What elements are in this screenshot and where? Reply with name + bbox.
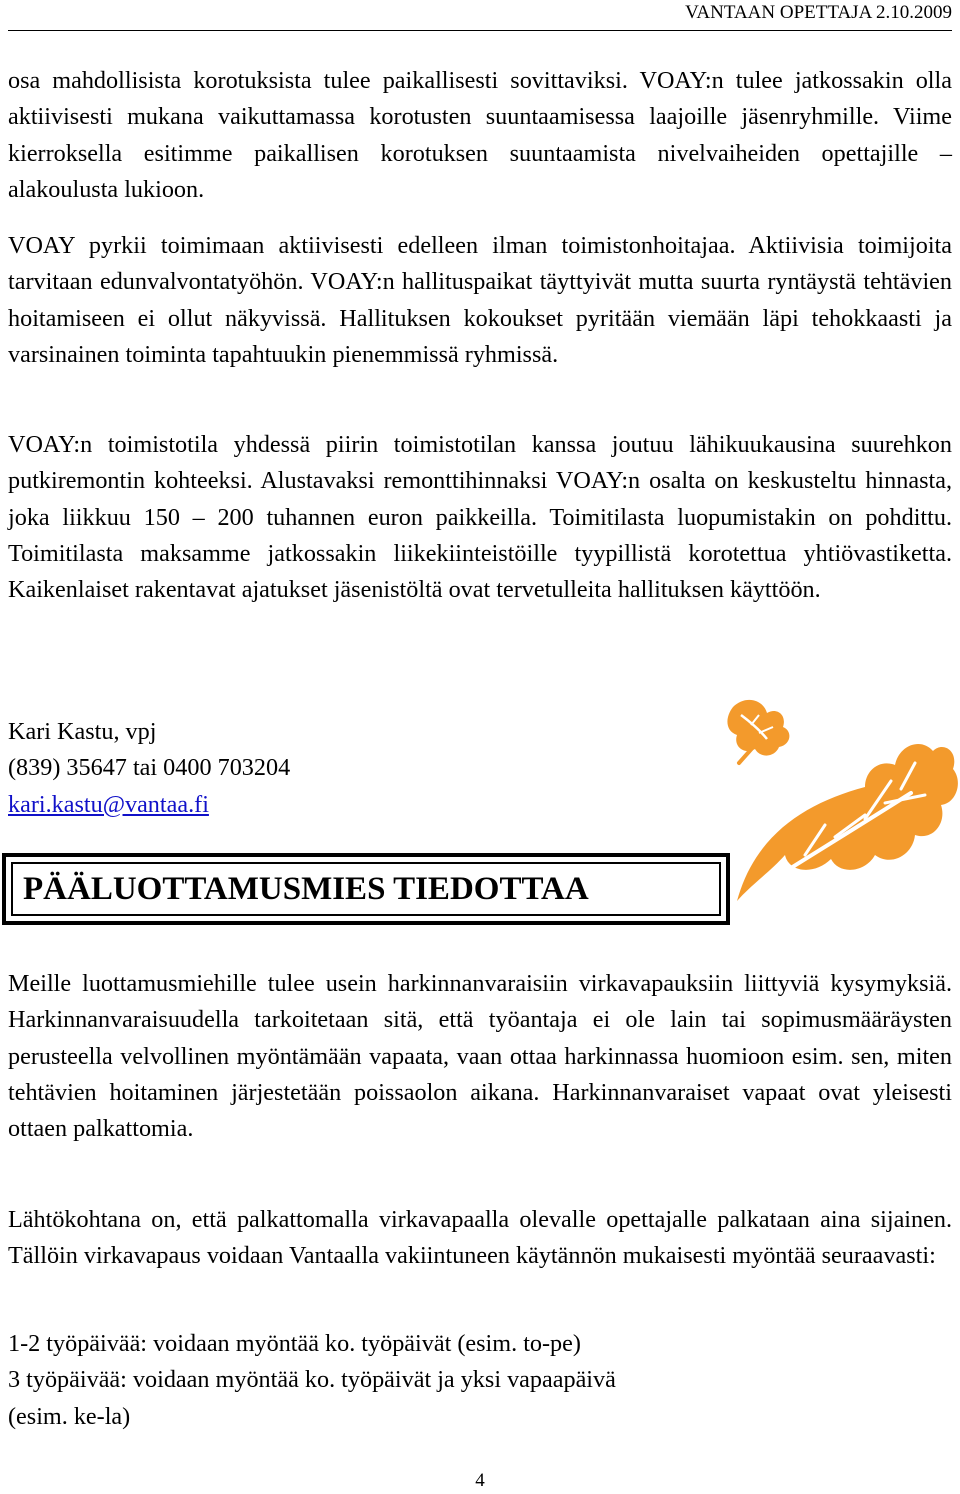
small-leaf-icon	[727, 700, 789, 763]
signature-block	[8, 714, 290, 823]
section-banner	[2, 853, 730, 925]
paragraph-board: VOAY pyrkii toimimaan aktiivisesti edelleen ilman toimistonhoitajaa. Aktiivisia toimijoita tarvitaan edunvalvontatyöhön. VOAY:n hallituspaikat täyttyivät mutta suurta ryntäystä tehtävien hoitamiseen ei ollut näkyvissä. Hallituksen kokoukset pyritään viemään läpi tehokkaasti ja varsinainen toiminta tapahtuukin pienemmissä ryhmissä.	[8, 232, 952, 368]
rule-1-2-days: 1-2 työpäivää: voidaan myöntää ko. työpäivät (esim. to-pe)	[8, 1330, 581, 1357]
banner-title: PÄÄLUOTTAMUSMIES TIEDOTTAA	[11, 862, 721, 916]
rule-3-days-example: (esim. ke-la)	[8, 1402, 131, 1430]
page-number: 4	[475, 1470, 485, 1491]
issue-title: VANTAAN OPETTAJA 2.10.2009	[685, 2, 952, 23]
autumn-leaf-illustration	[715, 685, 960, 915]
email-link[interactable]: kari.kastu@vantaa.fi	[8, 790, 209, 818]
signature-phone: (839) 35647 tai 0400 703204	[8, 754, 291, 782]
leave-rules-list	[8, 1326, 952, 1435]
signature-name: Kari Kastu, vpj	[8, 718, 157, 745]
page-header	[8, 0, 952, 31]
rule-3-days: 3 työpäivää: voidaan myöntää ko. työpäivät ja yksi vapaapäivä	[8, 1366, 616, 1394]
large-leaf-icon	[737, 744, 958, 901]
paragraph-raises: osa mahdollisista korotuksista tulee paikallisesti sovittaviksi. VOAY:n tulee jatkossakin olla aktiivisesti mukana vaikuttamassa korotusten suuntaamisessa laajoille jäsenryhmille. Viime kierroksella esitimme paikallisen korotuksen suuntaamista nivelvaiheiden opettajille – alakoulusta lukioon.	[8, 67, 952, 203]
paragraph-leave-questions: Meille luottamusmiehille tulee usein harkinnanvaraisiin virkavapauksiin liittyviä kysymyksiä. Harkinnanvaraisuudella tarkoitetaan sitä, että työantaja ei ole lain tai sopimusmääräysten perusteella velvollinen myöntämään vapaata, vaan ottaa harkinnassa huomioon esim. sen, miten tehtävien hoitaminen järjestetään poissaolon aikana. Harkinnanvaraiset vapaat ovat yleisesti ottaen palkattomia.	[8, 970, 952, 1143]
paragraph-office: VOAY:n toimistotila yhdessä piirin toimistotilan kanssa joutuu lähikuukausina suurehkon putkiremontin kohteeksi. Alustavaksi remonttihinnaksi VOAY:n osalta on keskusteltu hinnasta, joka liikkuu 150 – 200 tuhannen euron paikkeilla. Toimitilasta luopumistakin on pohdittu. Toimitilasta maksamme jatkossakin liikekiinteistöille tyypillistä korotettua yhtiövastiketta. Kaikenlaiset rakentavat ajatukset jäsenistöltä ovat tervetulleita hallituksen käyttöön.	[8, 431, 952, 604]
paragraph-substitute: Lähtökohtana on, että palkattomalla virkavapaalla olevalle opettajalle palkataan aina sijainen. Tällöin virkavapaus voidaan Vantaalla vakiintuneen käytännön mukaisesti myöntää seuraavasti:	[8, 1206, 952, 1270]
